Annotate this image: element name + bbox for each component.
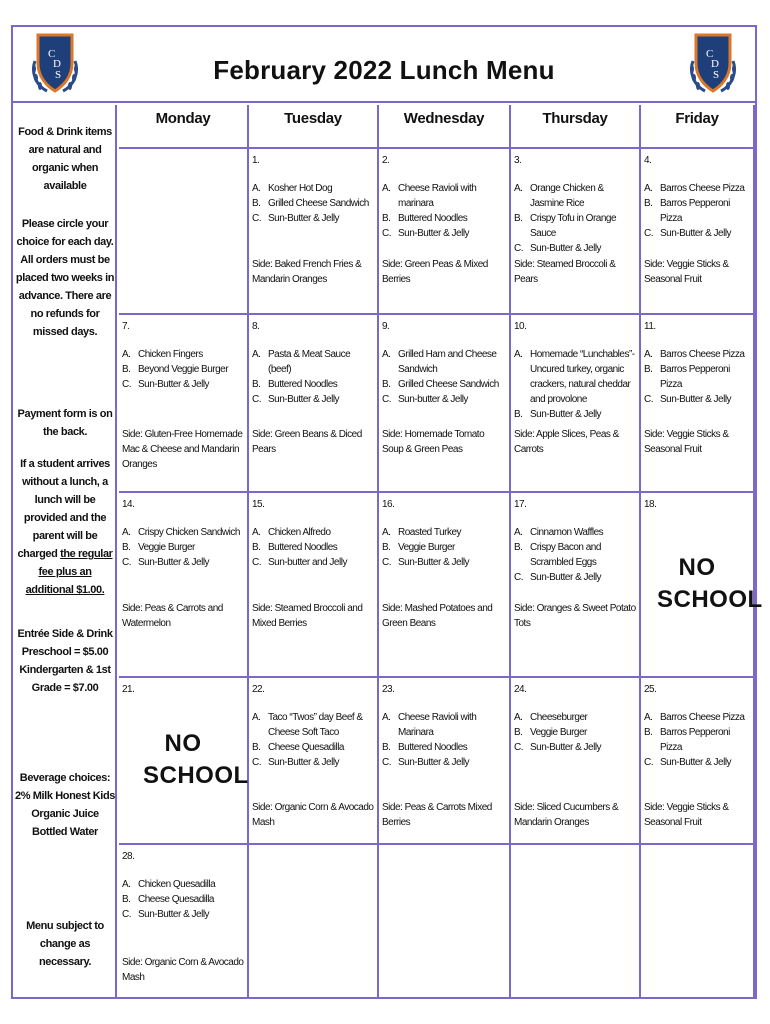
option-text: Sun-Butter & Jelly <box>660 757 732 768</box>
option-letter: A. <box>514 349 523 360</box>
menu-option[interactable] <box>252 710 375 740</box>
menu-option[interactable] <box>382 740 507 755</box>
menu-option[interactable] <box>644 181 751 196</box>
option-letter: C. <box>644 228 653 239</box>
option-text: Veggie Burger <box>398 542 455 553</box>
menu-page <box>11 25 763 999</box>
side-dish: Side: Veggie Sticks & Seasonal Fruit <box>644 802 729 828</box>
header <box>13 27 755 103</box>
option-letter: B. <box>514 213 523 224</box>
side-dish: Side: Veggie Sticks & Seasonal Fruit <box>644 259 729 285</box>
option-text: Sun-Butter & Jelly <box>268 213 340 224</box>
day-cell <box>511 493 641 678</box>
option-letter: A. <box>644 349 653 360</box>
option-letter: A. <box>382 527 391 538</box>
date-number: 9. <box>382 321 390 332</box>
svg-text:S: S <box>55 69 62 81</box>
option-letter: A. <box>252 712 261 723</box>
option-text: Sun-Butter & Jelly <box>530 742 602 753</box>
date-number: 21. <box>122 684 135 695</box>
menu-option[interactable] <box>514 540 637 570</box>
beverage-choices: Beverage choices: 2% Milk Honest Kids Organic Juice Bottled Water <box>15 772 115 838</box>
side-dish: Side: Sliced Cucumbers & Mandarin Oranges <box>514 802 619 828</box>
option-text: Chicken Fingers <box>138 349 203 360</box>
date-number: 28. <box>122 851 135 862</box>
day-header-wednesday: Wednesday <box>379 105 511 149</box>
option-text: Cinnamon Waffles <box>530 527 604 538</box>
day-cell <box>119 315 249 493</box>
menu-option[interactable] <box>252 740 375 755</box>
option-letter: A. <box>252 349 261 360</box>
option-letter: C. <box>122 557 131 568</box>
side-dish: Side: Baked French Fries & Mandarin Oranges <box>252 259 362 285</box>
option-text: Pasta & Meat Sauce (beef) <box>268 349 351 375</box>
date-number: 10. <box>514 321 527 332</box>
menu-option[interactable] <box>252 755 375 770</box>
menu-option[interactable] <box>514 347 637 407</box>
option-text: Buttered Noodles <box>398 742 468 753</box>
option-letter: B. <box>382 742 391 753</box>
option-text: Orange Chicken & Jasmine Rice <box>530 183 604 209</box>
menu-option[interactable] <box>122 555 245 570</box>
option-letter: A. <box>382 183 391 194</box>
option-text: Sun-Butter & Jelly <box>660 228 732 239</box>
option-text: Cheese Quesadilla <box>268 742 344 753</box>
menu-option[interactable] <box>514 211 637 241</box>
menu-option[interactable] <box>382 555 507 570</box>
menu-options <box>122 525 245 570</box>
menu-options <box>252 181 375 226</box>
svg-text:D: D <box>711 58 719 70</box>
option-letter: C. <box>382 228 391 239</box>
option-letter: B. <box>644 727 653 738</box>
option-text: Barros Pepperoni Pizza <box>660 198 730 224</box>
svg-text:C: C <box>48 48 56 60</box>
side-dish: Side: Organic Corn & Avocado Mash <box>252 802 374 828</box>
day-cell <box>641 845 755 999</box>
pricing-note: Entrée Side & Drink Preschool = $5.00 Kindergarten & 1st Grade = $7.00 <box>17 628 113 694</box>
option-text: Sun-Butter & Jelly <box>268 757 340 768</box>
menu-options <box>382 710 507 770</box>
option-text: Sun-Butter & Jelly <box>530 243 602 254</box>
option-text: Barros Pepperoni Pizza <box>660 364 730 390</box>
menu-option[interactable] <box>382 755 507 770</box>
option-text: Sun-Butter & Jelly <box>530 572 602 583</box>
option-letter: B. <box>122 542 131 553</box>
side-dish: Side: Veggie Sticks & Seasonal Fruit <box>644 429 729 455</box>
menu-options <box>252 710 375 770</box>
option-text: Crispy Tofu in Orange Sauce <box>530 213 617 239</box>
menu-option[interactable] <box>382 377 507 392</box>
side-dish: Side: Organic Corn & Avocado Mash <box>122 957 244 983</box>
menu-option[interactable] <box>122 525 245 540</box>
day-cell <box>119 149 249 315</box>
side-dish: Side: Peas & Carrots Mixed Berries <box>382 802 492 828</box>
option-text: Grilled Cheese Sandwich <box>268 198 369 209</box>
option-text: Cheese Quesadilla <box>138 894 214 905</box>
date-number: 23. <box>382 684 395 695</box>
option-letter: B. <box>252 742 261 753</box>
option-letter: C. <box>252 757 261 768</box>
menu-option[interactable] <box>644 196 751 226</box>
option-letter: C. <box>252 557 261 568</box>
option-letter: C. <box>252 394 261 405</box>
option-text: Veggie Burger <box>530 727 587 738</box>
menu-option[interactable] <box>382 540 507 555</box>
menu-option[interactable] <box>122 877 245 892</box>
menu-option[interactable] <box>514 570 637 585</box>
menu-option[interactable] <box>122 540 245 555</box>
menu-options <box>252 525 375 570</box>
option-letter: B. <box>252 379 261 390</box>
svg-text:D: D <box>53 58 61 70</box>
option-letter: A. <box>644 183 653 194</box>
date-number: 16. <box>382 499 395 510</box>
ordering-instructions: Please circle your choice for each day. All orders must be placed two weeks in advance. There are no refunds for missed days. <box>15 218 115 338</box>
option-letter: B. <box>514 542 523 553</box>
date-number: 3. <box>514 155 522 166</box>
menu-option[interactable] <box>382 392 507 407</box>
day-cell <box>119 493 249 678</box>
option-text: Cheeseburger <box>530 712 588 723</box>
date-number: 17. <box>514 499 527 510</box>
option-text: Beyond Veggie Burger <box>138 364 229 375</box>
menu-options <box>514 181 637 256</box>
option-letter: B. <box>514 727 523 738</box>
side-dish: Side: Oranges & Sweet Potato Tots <box>514 603 636 629</box>
menu-option[interactable] <box>382 211 507 226</box>
change-notice: Menu subject to change as necessary. <box>26 920 104 968</box>
day-cell <box>641 678 755 845</box>
menu-option[interactable] <box>514 525 637 540</box>
menu-option[interactable] <box>644 755 751 770</box>
day-cell <box>379 678 511 845</box>
option-letter: B. <box>122 894 131 905</box>
date-number: 15. <box>252 499 265 510</box>
menu-option[interactable] <box>252 377 375 392</box>
menu-option[interactable] <box>514 740 637 755</box>
svg-text:S: S <box>713 69 720 81</box>
menu-option[interactable] <box>644 392 751 407</box>
option-letter: C. <box>514 572 523 583</box>
day-cell <box>249 315 379 493</box>
option-letter: C. <box>382 557 391 568</box>
option-letter: B. <box>382 213 391 224</box>
menu-option[interactable] <box>644 710 751 725</box>
page-title: February 2022 Lunch Menu <box>213 55 555 85</box>
day-cell <box>641 315 755 493</box>
option-text: Chicken Quesadilla <box>138 879 216 890</box>
menu-calendar-grid <box>119 105 763 999</box>
side-dish: Side: Green Beans & Diced Pears <box>252 429 362 455</box>
date-number: 22. <box>252 684 265 695</box>
menu-option[interactable] <box>252 392 375 407</box>
option-letter: A. <box>122 879 131 890</box>
option-text: Barros Cheese Pizza <box>660 349 745 360</box>
menu-option[interactable] <box>122 377 245 392</box>
day-cell <box>511 845 641 999</box>
info-sidebar <box>13 105 117 999</box>
option-letter: B. <box>252 198 261 209</box>
menu-options <box>514 710 637 755</box>
menu-option[interactable] <box>644 362 751 392</box>
date-number: 4. <box>644 155 652 166</box>
menu-options <box>382 347 507 407</box>
option-letter: B. <box>382 379 391 390</box>
option-letter: A. <box>252 183 261 194</box>
date-number: 11. <box>644 321 656 332</box>
menu-option[interactable] <box>252 347 375 377</box>
menu-option[interactable] <box>514 181 637 211</box>
menu-option[interactable] <box>382 347 507 377</box>
option-text: Crispy Chicken Sandwich <box>138 527 240 538</box>
option-letter: B. <box>644 198 653 209</box>
option-text: Grilled Cheese Sandwich <box>398 379 499 390</box>
day-cell <box>249 493 379 678</box>
option-letter: C. <box>644 757 653 768</box>
option-letter: C. <box>382 757 391 768</box>
day-cell <box>379 493 511 678</box>
side-dish: Side: Gluten-Free Homemade Mac & Cheese and Mandarin Oranges <box>122 429 243 470</box>
menu-options <box>644 347 751 407</box>
side-dish: Side: Mashed Potatoes and Green Beans <box>382 603 493 629</box>
menu-option[interactable] <box>252 525 375 540</box>
menu-option[interactable] <box>122 907 245 922</box>
option-text: Barros Cheese Pizza <box>660 712 745 723</box>
option-letter: B. <box>644 364 653 375</box>
option-text: Kosher Hot Dog <box>268 183 333 194</box>
option-text: Chicken Alfredo <box>268 527 331 538</box>
option-letter: A. <box>252 527 261 538</box>
date-number: 8. <box>252 321 260 332</box>
option-letter: B. <box>514 409 523 420</box>
option-letter: A. <box>122 527 131 538</box>
day-cell <box>119 678 249 845</box>
option-text: Homemade “Lunchables”- Uncured turkey, organic crackers, natural cheddar and provolone <box>530 349 635 405</box>
option-letter: B. <box>122 364 131 375</box>
menu-options <box>252 347 375 407</box>
day-cell <box>641 149 755 315</box>
option-letter: C. <box>382 394 391 405</box>
option-text: Sun-butter & Jelly <box>398 394 468 405</box>
option-text: Sun-Butter & Jelly <box>138 379 210 390</box>
date-number: 7. <box>122 321 130 332</box>
option-letter: C. <box>252 213 261 224</box>
option-letter: C. <box>122 909 131 920</box>
option-text: Sun-Butter & Jelly <box>398 557 470 568</box>
date-number: 14. <box>122 499 135 510</box>
option-text: Barros Cheese Pizza <box>660 183 745 194</box>
option-letter: A. <box>644 712 653 723</box>
menu-option[interactable] <box>644 725 751 755</box>
option-letter: A. <box>122 349 131 360</box>
option-text: Sun-butter and Jelly <box>268 557 347 568</box>
option-letter: A. <box>514 183 523 194</box>
day-cell <box>249 149 379 315</box>
side-dish: Side: Steamed Broccoli & Pears <box>514 259 616 285</box>
menu-options <box>514 347 637 422</box>
date-number: 1. <box>252 155 260 166</box>
day-cell <box>249 678 379 845</box>
menu-options <box>644 181 751 241</box>
option-letter: A. <box>382 349 391 360</box>
no-lunch-policy: If a student arrives without a lunch, a lunch will be provided and the parent will be charged the regular fee plus an additional $1.00. <box>17 458 113 596</box>
day-cell <box>511 678 641 845</box>
side-dish: Side: Green Peas & Mixed Berries <box>382 259 488 285</box>
option-text: Buttered Noodles <box>398 213 468 224</box>
date-number: 24. <box>514 684 527 695</box>
option-text: Roasted Turkey <box>398 527 462 538</box>
organic-note: Food & Drink items are natural and organic when available <box>18 126 112 192</box>
day-cell <box>511 149 641 315</box>
school-crest-logo <box>685 31 741 97</box>
no-school-label: NO SCHOOL <box>143 729 249 789</box>
menu-options <box>382 181 507 241</box>
option-letter: C. <box>514 243 523 254</box>
option-text: Sun-Butter & Jelly <box>530 409 602 420</box>
option-text: Crispy Bacon and Scrambled Eggs <box>530 542 601 568</box>
day-cell <box>511 315 641 493</box>
option-text: Barros Pepperoni Pizza <box>660 727 730 753</box>
date-number: 25. <box>644 684 657 695</box>
option-text: Cheese Ravioli with marinara <box>398 183 477 209</box>
option-text: Sun-Butter & Jelly <box>268 394 340 405</box>
menu-option[interactable] <box>382 226 507 241</box>
menu-option[interactable] <box>252 555 375 570</box>
no-school-label: NO SCHOOL <box>657 553 763 613</box>
day-header-thursday: Thursday <box>511 105 641 149</box>
side-dish: Side: Peas & Carrots and Watermelon <box>122 603 223 629</box>
option-text: Sun-Butter & Jelly <box>398 757 470 768</box>
option-text: Sun-Butter & Jelly <box>398 228 470 239</box>
option-text: Cheese Ravioli with Marinara <box>398 712 477 738</box>
option-text: Buttered Noodles <box>268 379 338 390</box>
option-text: Sun-Butter & Jelly <box>660 394 732 405</box>
menu-option[interactable] <box>514 407 637 422</box>
side-dish: Side: Apple Slices, Peas & Carrots <box>514 429 619 455</box>
menu-option[interactable] <box>514 710 637 725</box>
option-text: Sun-Butter & Jelly <box>138 557 210 568</box>
menu-options <box>514 525 637 585</box>
date-number: 18. <box>644 499 657 510</box>
side-dish: Side: Steamed Broccoli and Mixed Berries <box>252 603 363 629</box>
menu-option[interactable] <box>122 892 245 907</box>
menu-option[interactable] <box>122 347 245 362</box>
option-letter: C. <box>644 394 653 405</box>
svg-text:C: C <box>706 48 714 60</box>
menu-option[interactable] <box>252 181 375 196</box>
day-header-tuesday: Tuesday <box>249 105 379 149</box>
menu-option[interactable] <box>252 540 375 555</box>
date-number: 2. <box>382 155 390 166</box>
menu-option[interactable] <box>514 725 637 740</box>
menu-option[interactable] <box>122 362 245 377</box>
day-cell <box>379 149 511 315</box>
option-letter: C. <box>514 742 523 753</box>
menu-option[interactable] <box>644 226 751 241</box>
day-cell <box>379 315 511 493</box>
menu-options <box>122 347 245 392</box>
day-cell <box>641 493 763 678</box>
menu-option[interactable] <box>514 241 637 256</box>
day-header-friday: Friday <box>641 105 755 149</box>
day-cell <box>119 845 249 999</box>
payment-note: Payment form is on the back. <box>17 408 113 438</box>
menu-options <box>122 877 245 922</box>
menu-option[interactable] <box>382 525 507 540</box>
day-cell <box>379 845 511 999</box>
menu-option[interactable] <box>644 347 751 362</box>
option-text: Grilled Ham and Cheese Sandwich <box>398 349 497 375</box>
option-letter: B. <box>252 542 261 553</box>
option-text: Veggie Burger <box>138 542 195 553</box>
day-cell <box>249 845 379 999</box>
menu-options <box>382 525 507 570</box>
menu-option[interactable] <box>252 211 375 226</box>
option-letter: A. <box>514 527 523 538</box>
option-text: Sun-Butter & Jelly <box>138 909 210 920</box>
option-text: Buttered Noodles <box>268 542 338 553</box>
day-header-monday: Monday <box>119 105 249 149</box>
option-letter: C. <box>122 379 131 390</box>
option-letter: A. <box>514 712 523 723</box>
option-letter: B. <box>382 542 391 553</box>
menu-option[interactable] <box>382 710 507 740</box>
option-letter: A. <box>382 712 391 723</box>
menu-option[interactable] <box>252 196 375 211</box>
menu-options <box>644 710 751 770</box>
side-dish: Side: Homemade Tomato Soup & Green Peas <box>382 429 485 455</box>
option-text: Taco “Twos” day Beef & Cheese Soft Taco <box>268 712 363 738</box>
menu-option[interactable] <box>382 181 507 211</box>
